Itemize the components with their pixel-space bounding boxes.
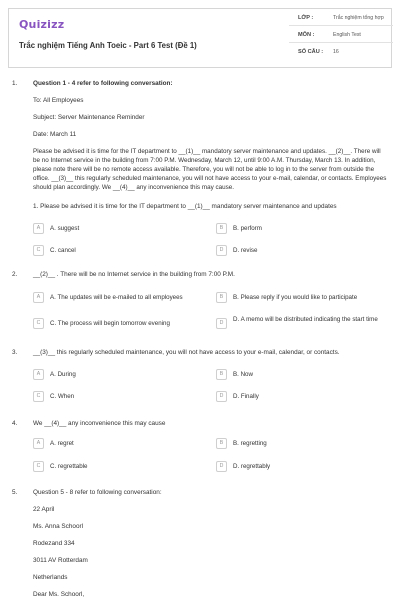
option-text: B. Now <box>233 371 253 378</box>
passage-text: Please be advised it is time for the IT department to __(1)__ mandatory server maintenance and updates. __(2)__. There will be no Internet service in the building from 7:00 P.M. Wednesday, March 12, until 9:00 A.M. Thursday, March 13. In addition, please note there will be no remote access available. Therefore, you will not be able to log in to the server from outside the office. __(3)__ this regularly scheduled maintenance, you will not have access to your e-mail, calendar, or contacts. Employees should plan accordingly. We __(4)__ any inconvenience this may cause. <box>33 148 387 191</box>
option-d[interactable] <box>216 317 386 331</box>
option-letter: B <box>216 223 227 234</box>
option-a[interactable] <box>33 222 203 236</box>
option-text: A. regret <box>50 440 74 447</box>
option-b[interactable] <box>216 222 386 236</box>
letter-salutation: Dear Ms. Schoorl, <box>33 591 85 598</box>
option-letter: C <box>33 318 44 329</box>
meta-row-class <box>289 9 393 26</box>
option-letter: B <box>216 292 227 303</box>
question-number: 3. <box>12 349 18 356</box>
option-text: D. A memo will be distributed indicating the start time <box>233 316 378 323</box>
question-stem: __(2)__ . There will be no Internet service in the building from 7:00 P.M. <box>33 271 235 278</box>
letter-date: 22 April <box>33 506 55 513</box>
option-text: B. perform <box>233 225 262 232</box>
option-letter: D <box>216 318 227 329</box>
option-letter: C <box>33 461 44 472</box>
meta-label: MÔN : <box>298 32 315 38</box>
question-stem: 1. Please be advised it is time for the IT department to __(1)__ mandatory server maintenance and updates <box>33 203 337 210</box>
option-d[interactable] <box>216 460 386 474</box>
option-letter: A <box>33 292 44 303</box>
memo-subject: Subject: Server Maintenance Reminder <box>33 114 145 121</box>
option-text: D. regrettably <box>233 463 271 470</box>
question-number: 4. <box>12 420 18 427</box>
option-a[interactable] <box>33 368 203 382</box>
meta-value: 16 <box>333 49 339 55</box>
worksheet-header <box>8 8 392 68</box>
question-number: 2. <box>12 271 18 278</box>
meta-value: English Test <box>333 32 361 38</box>
option-letter: D <box>216 245 227 256</box>
letter-street: Rodezand 334 <box>33 540 75 547</box>
letter-city: 3011 AV Rotterdam <box>33 557 88 564</box>
option-text: C. cancel <box>50 247 76 254</box>
option-text: A. During <box>50 371 76 378</box>
option-letter: C <box>33 245 44 256</box>
meta-value: Trắc nghiệm tổng hợp <box>333 15 384 21</box>
option-letter: B <box>216 369 227 380</box>
memo-date: Date: March 11 <box>33 131 77 138</box>
quiz-title: Trắc nghiệm Tiếng Anh Toeic - Part 6 Test (Đề 1) <box>19 41 197 50</box>
option-letter: D <box>216 461 227 472</box>
option-letter: D <box>216 391 227 402</box>
option-text: D. Finally <box>233 393 259 400</box>
question-number: 1. <box>12 80 18 87</box>
option-text: D. revise <box>233 247 258 254</box>
option-b[interactable] <box>216 437 386 451</box>
option-letter: A <box>33 438 44 449</box>
letter-country: Netherlands <box>33 574 68 581</box>
option-text: C. regrettable <box>50 463 88 470</box>
meta-row-count <box>289 43 393 60</box>
meta-label: LỚP : <box>298 15 314 21</box>
meta-box <box>289 9 393 60</box>
option-a[interactable] <box>33 291 203 305</box>
question-intro: Question 1 - 4 refer to following conversation: <box>33 80 173 87</box>
option-text: B. regretting <box>233 440 267 447</box>
memo-to: To: All Employees <box>33 97 84 104</box>
question-stem: We __(4)__ any inconvenience this may cause <box>33 420 166 427</box>
option-b[interactable] <box>216 291 386 305</box>
meta-label: SỐ CÂU : <box>298 49 324 55</box>
option-letter: A <box>33 369 44 380</box>
option-letter: C <box>33 391 44 402</box>
option-d[interactable] <box>216 390 386 404</box>
option-c[interactable] <box>33 244 203 258</box>
option-letter: A <box>33 223 44 234</box>
option-text: C. When <box>50 393 75 400</box>
question-stem: __(3)__ this regularly scheduled maintenance, you will not have access to your e-mail, calendar, or contacts. <box>33 349 340 356</box>
letter-recipient: Ms. Anna Schoorl <box>33 523 84 530</box>
quizizz-logo: Quizizz <box>19 18 65 31</box>
option-text: A. suggest <box>50 225 80 232</box>
option-d[interactable] <box>216 244 386 258</box>
option-b[interactable] <box>216 368 386 382</box>
option-c[interactable] <box>33 317 203 331</box>
option-text: C. The process will begin tomorrow evening <box>50 320 170 327</box>
meta-row-subject <box>289 26 393 43</box>
option-text: B. Please reply if you would like to participate <box>233 294 358 301</box>
option-letter: B <box>216 438 227 449</box>
option-a[interactable] <box>33 437 203 451</box>
option-c[interactable] <box>33 460 203 474</box>
question-number: 5. <box>12 489 18 496</box>
question-intro: Question 5 - 8 refer to following conversation: <box>33 489 162 496</box>
option-c[interactable] <box>33 390 203 404</box>
option-text: A. The updates will be e-mailed to all employees <box>50 294 183 301</box>
